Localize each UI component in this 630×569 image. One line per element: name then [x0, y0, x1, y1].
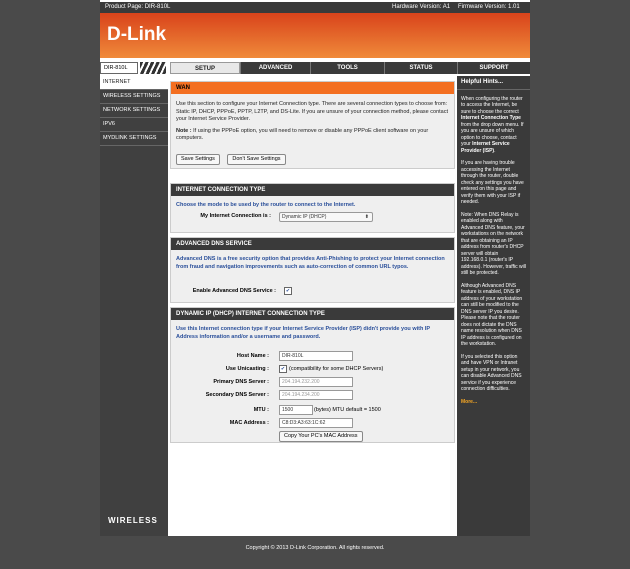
product-page-link[interactable]: Product Page: DIR-810L — [105, 4, 171, 10]
model-label: DIR-810L — [100, 62, 138, 74]
hint-text: When configuring the router to access the Internet, be sure to choose the correct — [461, 95, 523, 115]
hint-dns-relay: Note: When DNS Relay is enabled along with Advanced DNS feature, your workstations on the network that are obtaining an IP address from router's DHCP server will obtain 192.168.0.1 (router's IP address). However, traffic will still be protected. — [461, 211, 526, 276]
connection-type-value: Dynamic IP (DHCP) — [282, 214, 327, 220]
hint-trouble: If you are having trouble accessing the Internet through the router, double check any settings you have entered on this page and verify them with your ISP if needed. — [461, 160, 524, 205]
dhcp-title: DYNAMIC IP (DHCP) INTERNET CONNECTION TYPE — [171, 308, 454, 320]
hint-connection-type — [457, 96, 530, 155]
mac-address-label: MAC Address : — [229, 420, 269, 426]
advanced-dns-section — [170, 237, 455, 303]
chevron-updown-icon: ⬍ — [364, 214, 369, 220]
copy-mac-button[interactable]: Copy Your PC's MAC Address — [279, 431, 363, 442]
tab-tools[interactable]: TOOLS — [310, 62, 384, 74]
helpful-hints-panel — [457, 76, 530, 536]
dhcp-section — [170, 307, 455, 443]
host-name-input[interactable]: DIR-810L — [279, 351, 353, 361]
tab-setup[interactable]: SETUP — [170, 62, 240, 74]
mtu-label: MTU : — [253, 407, 269, 413]
wan-section — [170, 81, 455, 169]
ict-title: INTERNET CONNECTION TYPE — [171, 184, 454, 196]
dns-enable-label: Enable Advanced DNS Service : — [192, 288, 276, 294]
more-link[interactable]: More... — [461, 398, 478, 405]
footer-copyright: Copyright © 2013 D-Link Corporation. All rights reserved. — [245, 545, 385, 551]
note-label: Note : — [176, 127, 192, 134]
main-nav — [100, 62, 530, 75]
top-info-bar — [100, 2, 530, 13]
tab-support[interactable]: SUPPORT — [457, 62, 530, 74]
mtu-note: (bytes) MTU default = 1500 — [314, 407, 381, 413]
wan-description: Use this section to configure your Internet Connection type. There are several connection types to choose from: Static IP, DHCP, PPPoE, PPTP, L2TP, and DS-Lite. If you are unsure of your connection method, please contact your Internet Service Provider. — [176, 101, 448, 122]
mtu-input[interactable]: 1500 — [279, 405, 313, 415]
hint-advanced-dns: Although Advanced DNS feature is enabled, DNS IP address of your workstation can still be modified to the DNS server IP you desire. Please note that the router does not dictate the DNS name resolution when DNS IP address is configured on the workstation. — [461, 282, 523, 347]
secondary-dns-input[interactable]: 204.194.234.200 — [279, 390, 353, 400]
save-settings-button[interactable]: Save Settings — [176, 154, 220, 165]
dns-title: ADVANCED DNS SERVICE — [171, 238, 454, 250]
page-container — [100, 0, 530, 536]
hint-bold: Internet Connection Type — [461, 115, 521, 121]
wan-note — [171, 128, 454, 143]
host-name-label: Host Name : — [236, 353, 269, 359]
sidebar-item-network-settings[interactable]: NETWORK SETTINGS — [100, 104, 168, 118]
dlink-logo: D-Link — [107, 24, 167, 45]
tab-status[interactable]: STATUS — [384, 62, 457, 74]
sidebar-item-mydlink-settings[interactable]: MYDLINK SETTINGS — [100, 132, 168, 146]
unicasting-checkbox[interactable]: ✔ — [280, 366, 286, 372]
wireless-logo: WIRELESS — [108, 516, 158, 525]
primary-dns-label: Primary DNS Server : — [213, 379, 269, 385]
dns-description: Advanced DNS is a free security option that provides Anti-Phishing to protect your Internet connection from fraud and navigation improvements such as auto-correction of common URL typos. — [176, 256, 445, 270]
wan-title: WAN — [171, 82, 454, 94]
stripe-decoration — [140, 62, 166, 74]
use-unicasting-label: Use Unicasting : — [225, 366, 269, 372]
main-content — [170, 76, 455, 536]
dont-save-settings-button[interactable]: Don't Save Settings — [227, 154, 285, 165]
hint-text: . — [494, 147, 496, 154]
sidebar-item-ipv6[interactable]: IPV6 — [100, 118, 168, 132]
mac-address-input[interactable]: C8:D3:A3:63:1C:62 — [279, 418, 353, 428]
internet-connection-type-section — [170, 183, 455, 233]
header-banner — [100, 13, 530, 58]
hints-title: Helpful Hints... — [457, 76, 530, 90]
connection-type-select[interactable] — [279, 212, 373, 222]
ict-label: My Internet Connection is : — [200, 213, 271, 219]
hardware-version: Hardware Version: A1 — [392, 4, 451, 10]
secondary-dns-label: Secondary DNS Server : — [205, 392, 269, 398]
unicasting-note: (compatibility for some DHCP Servers) — [289, 366, 384, 372]
primary-dns-input[interactable]: 204.194.232.200 — [279, 377, 353, 387]
sidebar-item-internet[interactable]: INTERNET — [100, 76, 168, 90]
firmware-version: Firmware Version: 1.01 — [458, 4, 520, 10]
tab-advanced[interactable]: ADVANCED — [240, 62, 310, 74]
advanced-dns-checkbox[interactable]: ✔ — [285, 288, 291, 294]
dhcp-description: Use this Internet connection type if your Internet Service Provider (ISP) didn't provide you with IP Address information and/or a username and password. — [176, 326, 430, 340]
sidebar-item-wireless-settings[interactable]: WIRELESS SETTINGS — [100, 90, 168, 104]
note-text: If using the PPPoE option, you will need to remove or disable any PPPoE client software on your computers. — [176, 127, 429, 141]
hint-vpn: If you selected this option and have VPN or Intranet setup in your network, you can disable Advanced DNS service if you experience connection difficulties. — [461, 353, 522, 392]
sidebar — [100, 76, 168, 536]
ict-description: Choose the mode to be used by the router to connect to the Internet. — [176, 202, 356, 208]
hint-bold: Internet Service Provider (ISP) — [461, 141, 510, 154]
hint-text: from the drop down menu. If you are unsure of which option to choose, contact your — [461, 121, 524, 147]
